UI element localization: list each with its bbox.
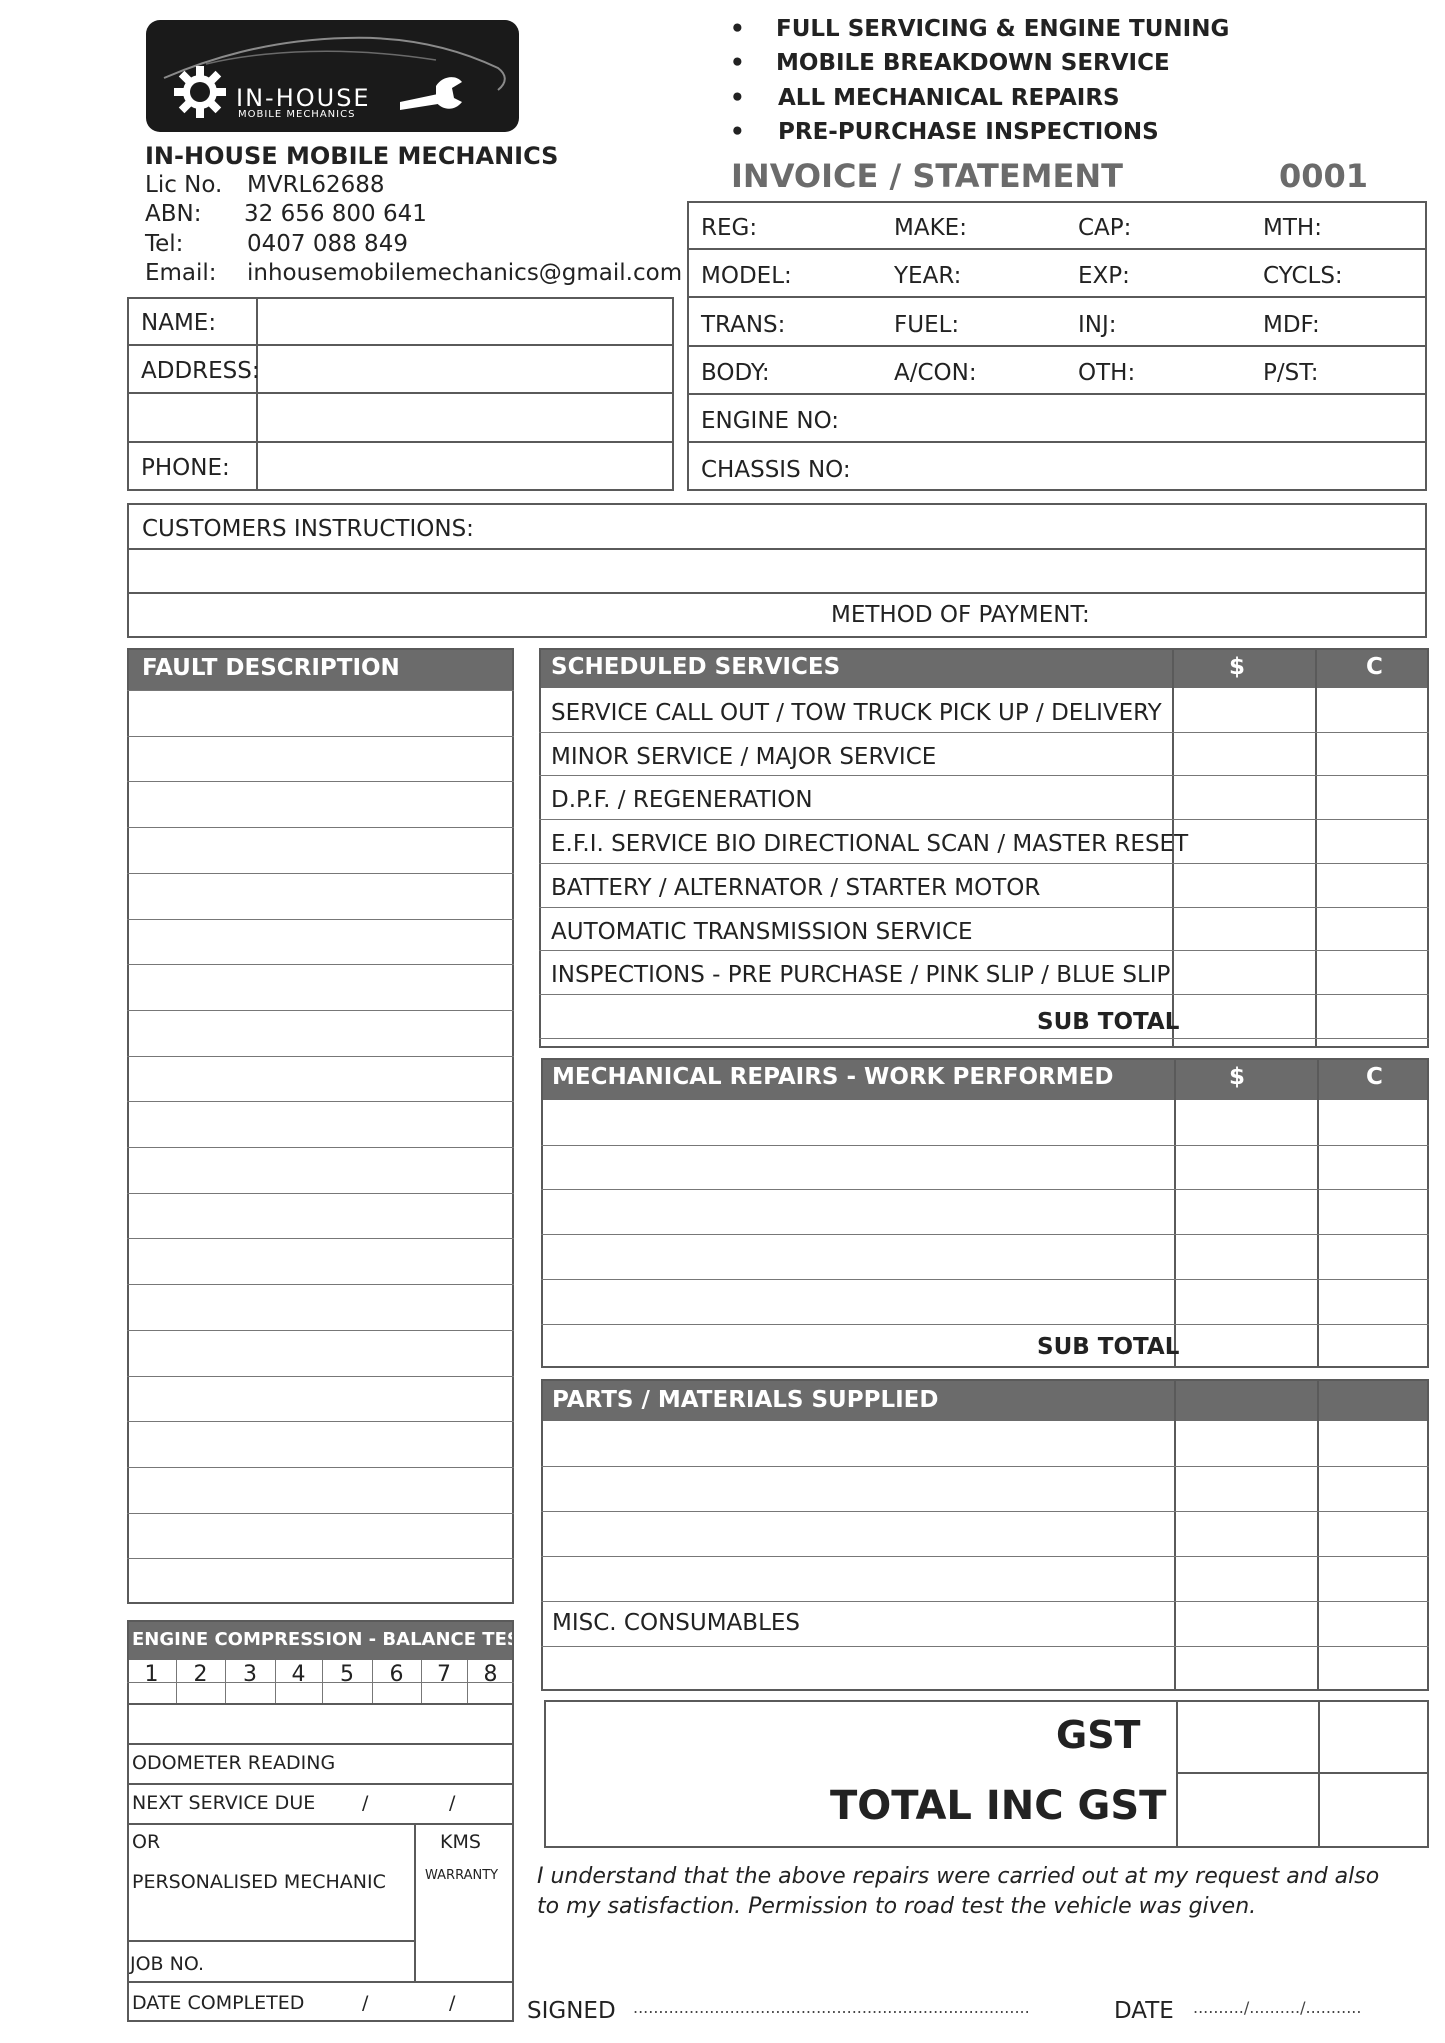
service-item: MOBILE BREAKDOWN SERVICE <box>776 50 1170 76</box>
divider <box>1317 1058 1319 1368</box>
fault-line[interactable] <box>127 919 514 920</box>
cylinder-reading-cell[interactable] <box>373 1684 420 1702</box>
phone-label: PHONE: <box>141 455 230 481</box>
service-item: FULL SERVICING & ENGINE TUNING <box>776 16 1230 42</box>
gst-field[interactable] <box>1178 1702 1317 1771</box>
abn-value: 32 656 800 641 <box>244 201 427 227</box>
parts-description-cell[interactable] <box>543 1557 1173 1600</box>
address-field[interactable] <box>258 346 672 440</box>
bullet: • <box>730 16 745 42</box>
fault-line[interactable] <box>127 964 514 965</box>
scheduled-dollars-cell[interactable] <box>1174 689 1314 731</box>
divider <box>1318 1700 1320 1848</box>
cylinder-reading-cell[interactable] <box>422 1684 466 1702</box>
divider <box>127 1940 415 1942</box>
next-service-label: NEXT SERVICE DUE <box>132 1792 316 1814</box>
divider <box>414 1823 416 1981</box>
cylinder-number: 5 <box>340 1662 354 1687</box>
repairs-subtotal-label: SUB TOTAL <box>1037 1334 1180 1360</box>
fault-line[interactable] <box>127 1330 514 1331</box>
or-label: OR <box>132 1831 161 1853</box>
scheduled-subtotal-label: SUB TOTAL <box>1037 1009 1180 1035</box>
cylinder-reading-cell[interactable] <box>323 1684 371 1702</box>
fault-line[interactable] <box>127 1193 514 1194</box>
divider <box>127 1783 514 1785</box>
service-item: ALL MECHANICAL REPAIRS <box>778 85 1120 111</box>
row-divider <box>541 1324 1429 1325</box>
row-divider <box>539 1038 1429 1039</box>
kms-label: KMS <box>440 1831 481 1853</box>
instructions-field[interactable] <box>129 550 1425 591</box>
lic-label: Lic No. <box>145 172 223 198</box>
compression-title: ENGINE COMPRESSION - BALANCE TEST <box>132 1629 533 1650</box>
repairs-cents-header: C <box>1366 1064 1383 1090</box>
divider <box>127 592 1427 594</box>
scheduled-cents-cell[interactable] <box>1317 820 1427 862</box>
fault-line[interactable] <box>127 1238 514 1239</box>
logo-subtext: MOBILE MECHANICS <box>238 109 356 120</box>
divider <box>127 1743 514 1745</box>
fault-line[interactable] <box>127 1010 514 1011</box>
scheduled-cents-cell[interactable] <box>1317 864 1427 906</box>
cylinder-number: 2 <box>193 1662 208 1687</box>
repair-description-cell[interactable] <box>543 1235 1173 1278</box>
fault-line[interactable] <box>127 1101 514 1102</box>
total-inc-gst-label: TOTAL INC GST <box>830 1783 1167 1829</box>
cylinder-number: 3 <box>243 1662 257 1687</box>
fault-line[interactable] <box>127 827 514 828</box>
scheduled-service-item: D.P.F. / REGENERATION <box>551 787 813 814</box>
fault-line[interactable] <box>127 736 514 737</box>
invoice-number: 0001 <box>1279 157 1369 195</box>
mth-label: MTH: <box>1263 215 1322 241</box>
fault-line[interactable] <box>127 1421 514 1422</box>
slash: / <box>362 1992 369 2014</box>
scheduled-service-item: BATTERY / ALTERNATOR / STARTER MOTOR <box>551 874 1041 901</box>
parts-description-cell[interactable] <box>543 1647 1173 1690</box>
pst-label: P/ST: <box>1263 360 1319 386</box>
fuel-label: FUEL: <box>894 312 960 338</box>
service-item: PRE-PURCHASE INSPECTIONS <box>778 119 1159 145</box>
fault-line[interactable] <box>127 1284 514 1285</box>
divider <box>1174 1058 1176 1368</box>
scheduled-dollars-cell[interactable] <box>1174 776 1314 818</box>
cycls-label: CYCLS: <box>1263 263 1343 289</box>
email-label: Email: <box>145 260 217 286</box>
divider <box>687 393 1427 395</box>
divider <box>1317 1379 1319 1691</box>
reg-label: REG: <box>701 215 758 241</box>
fault-line[interactable] <box>127 1056 514 1057</box>
fault-line[interactable] <box>127 1513 514 1514</box>
divider <box>687 296 1427 298</box>
total-field[interactable] <box>1178 1774 1317 1846</box>
cylinder-number: 1 <box>144 1662 159 1687</box>
cylinder-number: 6 <box>389 1662 404 1687</box>
scheduled-dollars-cell[interactable] <box>1174 864 1314 906</box>
cap-label: CAP: <box>1078 215 1132 241</box>
gst-label: GST <box>1056 1713 1141 1757</box>
inj-label: INJ: <box>1078 312 1117 338</box>
repair-description-cell[interactable] <box>543 1280 1173 1323</box>
scheduled-service-item: AUTOMATIC TRANSMISSION SERVICE <box>551 918 973 945</box>
exp-label: EXP: <box>1078 263 1130 289</box>
scheduled-dollars-cell[interactable] <box>1174 733 1314 775</box>
scheduled-service-item: SERVICE CALL OUT / TOW TRUCK PICK UP / DELIVERY <box>551 700 1162 726</box>
fault-line[interactable] <box>127 1558 514 1559</box>
divider <box>1174 1379 1176 1691</box>
odometer-label: ODOMETER READING <box>132 1752 336 1774</box>
repair-description-cell[interactable] <box>543 1190 1173 1233</box>
repairs-dollars-header: $ <box>1229 1064 1246 1090</box>
trans-label: TRANS: <box>701 312 786 338</box>
divider <box>127 1703 514 1705</box>
job-no-label: JOB NO. <box>130 1953 205 1975</box>
date-label: DATE <box>1114 1998 1174 2024</box>
page-title: INVOICE / STATEMENT <box>731 157 1123 195</box>
fault-title: FAULT DESCRIPTION <box>142 655 400 681</box>
disclaimer-line-1: I understand that the above repairs were carried out at my request and also <box>537 1864 1380 1889</box>
signature-line[interactable]: .............................................................................. <box>633 1998 1030 2017</box>
scheduled-dollars-cell[interactable] <box>1174 951 1314 993</box>
fault-line[interactable] <box>127 873 514 874</box>
scheduled-cents-cell[interactable] <box>1317 776 1427 818</box>
name-field[interactable] <box>258 299 672 344</box>
wrench-icon <box>398 72 464 122</box>
divider <box>687 441 1427 443</box>
lic-value: MVRL62688 <box>247 172 385 198</box>
divider <box>687 345 1427 347</box>
fault-line[interactable] <box>127 1467 514 1468</box>
divider <box>687 248 1427 250</box>
cylinder-number: 7 <box>437 1662 451 1687</box>
parts-description-cell[interactable] <box>543 1422 1173 1465</box>
divider <box>127 1823 514 1825</box>
fault-line[interactable] <box>127 1147 514 1148</box>
acon-label: A/CON: <box>894 360 977 386</box>
cylinder-reading-cell[interactable] <box>468 1684 513 1702</box>
date-line[interactable]: ........../........../........... <box>1193 1998 1362 2017</box>
cylinder-reading-cell[interactable] <box>177 1684 224 1702</box>
signed-label: SIGNED <box>527 1998 616 2024</box>
cylinder-reading-cell[interactable] <box>276 1684 321 1702</box>
body-label: BODY: <box>701 360 770 386</box>
email-value: inhousemobilemechanics@gmail.com <box>247 260 683 286</box>
scheduled-service-item: INSPECTIONS - PRE PURCHASE / PINK SLIP / BLUE SLIP <box>551 962 1171 989</box>
fault-box <box>127 648 514 1604</box>
scheduled-cents-cell[interactable] <box>1317 951 1427 993</box>
divider <box>127 1981 514 1983</box>
payment-label: METHOD OF PAYMENT: <box>831 602 1090 628</box>
disclaimer-line-2: to my satisfaction. Permission to road test the vehicle was given. <box>537 1894 1257 1919</box>
tel-value: 0407 088 849 <box>247 231 408 257</box>
scheduled-cents-cell[interactable] <box>1317 908 1427 950</box>
parts-description-cell[interactable] <box>543 1512 1173 1555</box>
repairs-title: MECHANICAL REPAIRS - WORK PERFORMED <box>552 1064 1114 1090</box>
name-label: NAME: <box>141 310 217 336</box>
instructions-label: CUSTOMERS INSTRUCTIONS: <box>142 516 474 542</box>
tel-label: Tel: <box>145 231 184 257</box>
logo <box>146 20 519 132</box>
mechanic-label: PERSONALISED MECHANIC <box>132 1871 386 1893</box>
scheduled-cents-cell[interactable] <box>1317 733 1427 775</box>
fault-line[interactable] <box>127 781 514 782</box>
slash: / <box>449 1992 456 2014</box>
scheduled-dollars-header: $ <box>1229 654 1246 680</box>
row-divider <box>539 994 1429 995</box>
engine-no-label: ENGINE NO: <box>701 408 840 434</box>
scheduled-title: SCHEDULED SERVICES <box>551 654 841 680</box>
fault-line[interactable] <box>127 1376 514 1377</box>
company-name: IN-HOUSE MOBILE MECHANICS <box>145 142 559 170</box>
repair-description-cell[interactable] <box>543 1146 1173 1189</box>
phone-field[interactable] <box>258 443 672 489</box>
parts-description-cell[interactable] <box>543 1467 1173 1510</box>
logo-text: IN-HOUSE <box>236 84 371 112</box>
scheduled-dollars-cell[interactable] <box>1174 908 1314 950</box>
date-completed-label: DATE COMPLETED <box>132 1992 305 2014</box>
parts-title: PARTS / MATERIALS SUPPLIED <box>552 1387 939 1413</box>
misc-consumables-label: MISC. CONSUMABLES <box>552 1610 801 1636</box>
address-label: ADDRESS: <box>141 358 260 384</box>
gear-icon <box>174 66 226 118</box>
model-label: MODEL: <box>701 263 792 289</box>
cylinder-reading-cell[interactable] <box>226 1684 274 1702</box>
mdf-label: MDF: <box>1263 312 1320 338</box>
repair-description-cell[interactable] <box>543 1101 1173 1144</box>
cylinder-reading-cell[interactable] <box>128 1684 175 1702</box>
scheduled-dollars-cell[interactable] <box>1174 820 1314 862</box>
slash: / <box>449 1792 456 1814</box>
scheduled-service-item: E.F.I. SERVICE BIO DIRECTIONAL SCAN / MASTER RESET <box>551 831 1189 858</box>
oth-label: OTH: <box>1078 360 1136 386</box>
bullet: • <box>730 50 745 76</box>
slash: / <box>362 1792 369 1814</box>
scheduled-cents-cell[interactable] <box>1317 689 1427 731</box>
fault-line[interactable] <box>127 690 514 691</box>
bullet: • <box>730 85 745 111</box>
year-label: YEAR: <box>894 263 962 289</box>
scheduled-service-item: MINOR SERVICE / MAJOR SERVICE <box>551 743 937 770</box>
scheduled-cents-header: C <box>1366 654 1383 680</box>
warranty-label: WARRANTY <box>425 1868 499 1883</box>
cylinder-number: 8 <box>483 1662 498 1687</box>
make-label: MAKE: <box>894 215 967 241</box>
bullet: • <box>730 119 745 145</box>
cylinder-number: 4 <box>291 1662 306 1687</box>
chassis-no-label: CHASSIS NO: <box>701 457 851 483</box>
abn-label: ABN: <box>145 201 202 227</box>
